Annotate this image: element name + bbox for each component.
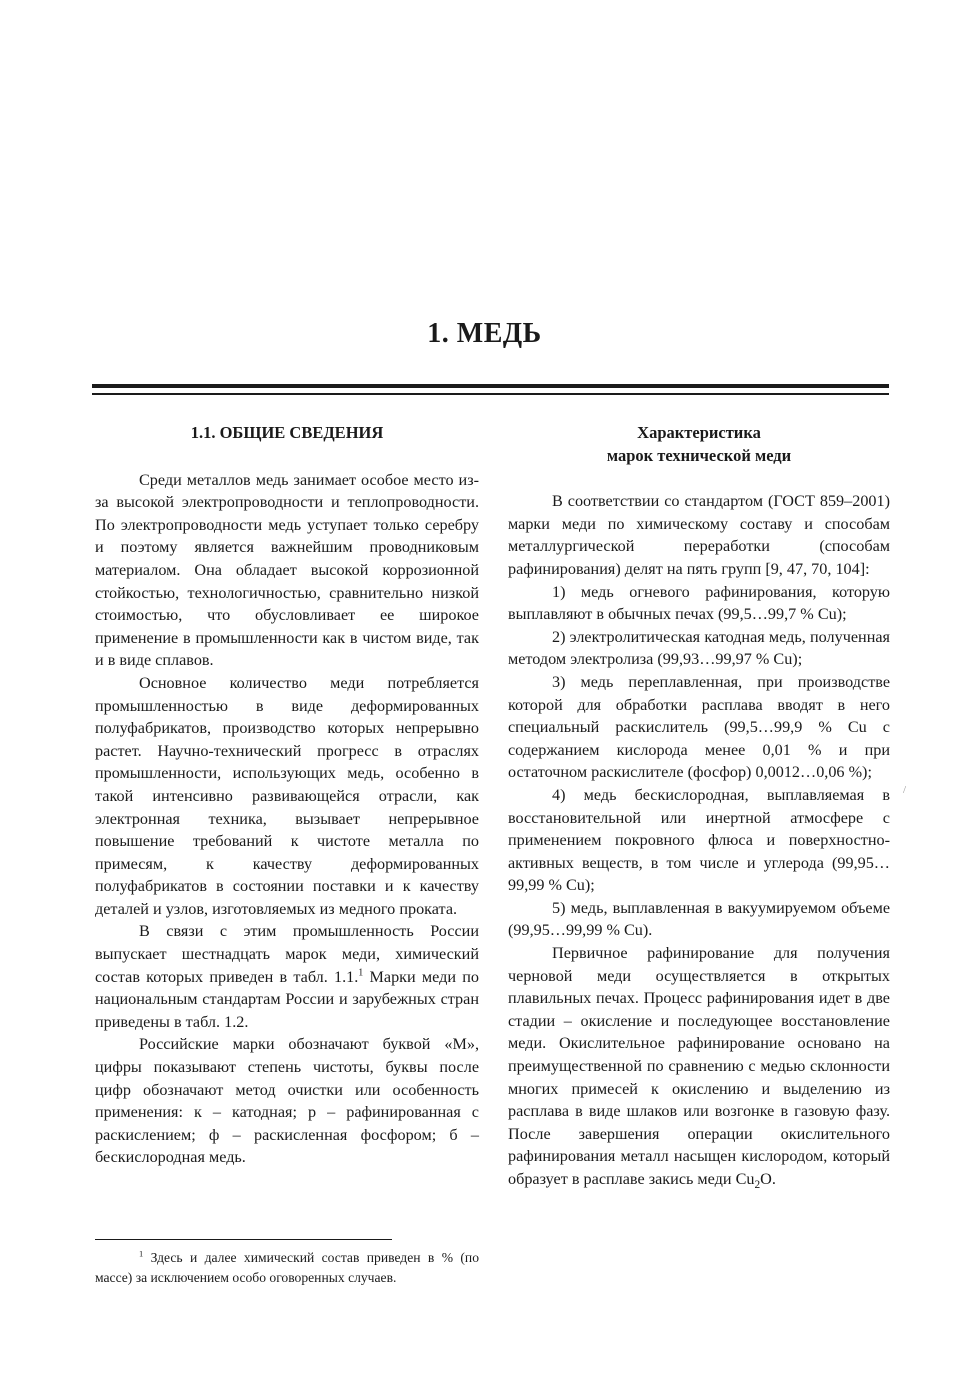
- paragraph-grades-text-after: Марки меди по национальным стандартам России и зарубежных стран приведены в табл. 1.2.: [95, 967, 479, 1031]
- list-item-remelted: 3) медь переплавленная, при производстве которой для обработки расплава вводят в него специальный раскислитель (99,5…99,9 % Cu с содержанием кислорода менее 0,01 % и при остаточном раскислителе (фосфор) 0,0012…0,06 %);: [508, 672, 890, 782]
- footnote-divider: [95, 1239, 392, 1240]
- paragraph-consumption: Основное количество меди потребляется промышленностью в виде деформированных полуфабрикатов, производство которых непрерывно растет. Научно-технический прогресс в отраслях промышленности, использующих медь, особенно в такой интенсивно развивающейся отрасли, как электронная техника, вызывает непрерывное повышение требований к чистоте металла по примесям, к качеству деформированных полуфабрикатов в состоянии поставки и к качеству деталей и узлов, изготовляемых из медного проката.: [95, 673, 479, 918]
- heading-line-2: марок технической меди: [606, 445, 792, 465]
- paragraph-refining: [508, 942, 890, 1191]
- left-column: [95, 420, 479, 1169]
- paragraph-intro: Среди металлов медь занимает особое место из-за высокой электропроводности и теплопроводности. По электропроводности медь уступает только серебру и поэтому является важнейшим проводниковым материалом. Она обладает высокой коррозионной стойкостью, технологичностью, сравнительно низкой стоимостью, что обусловливает ее широкое применение в промышленности как в чистом виде, так и в виде сплавов.: [95, 470, 479, 670]
- paragraph-grades-text: В связи с этим промышленность России выпускает шестнадцать марок меди, химический состав которых приведен в табл. 1.1.: [95, 922, 479, 986]
- chapter-title: 1. МЕДЬ: [427, 318, 542, 349]
- list-item-fire-refined: 1) медь огневого рафинирования, которую выплавляют в обычных печах (99,5…99,7 % Cu);: [508, 582, 890, 624]
- paragraph-gost: В соответствии со стандартом (ГОСТ 859–2001) марки меди по химическому составу и способам металлургической переработки (способам рафинирования) делят на пять групп [9, 47, 70, 104]:: [508, 492, 890, 578]
- paragraph-refining-text: Первичное рафинирование для получения черновой меди осуществляется в открытых плавильных печах. Процесс рафинирования идет в две стадии – окисление и последующее восстановление меди. Окислительное рафинирование основано на преимущественной по сравнению с медью склонности многих примесей к окислению и выделению из расплава в виде шлаков или возгонке в газовую фазу. После завершения операции окислительного рафинирования металл насыщен кислородом, который образует в расплаве закись меди Cu: [508, 944, 890, 1188]
- stray-mark: /: [903, 784, 907, 796]
- footnote-text: Здесь и далее химический состав приведен в % (по массе) за исключением особо оговоренных случаев.: [95, 1250, 479, 1285]
- chapter-rule-thin: [92, 393, 889, 395]
- list-item-cathode: 2) электролитическая катодная медь, полученная методом электролиза (99,93…99,97 % Cu);: [508, 627, 890, 669]
- paragraph-grades: [95, 920, 479, 1033]
- formula-suffix: O.: [760, 1170, 776, 1188]
- footnote-marker: 1: [139, 1248, 144, 1259]
- right-column: [508, 420, 890, 1191]
- footnote-reference: 1: [358, 967, 364, 979]
- list-item-vacuum: 5) медь, выплавленная в вакуумируемом объеме (99,95…99,99 % Cu).: [508, 898, 890, 940]
- chapter-rule-thick: [92, 384, 889, 388]
- list-item-oxygen-free: 4) медь бескислородная, выплавляемая в восстановительной или инертной атмосфере с применением покровного флюса и поверхностно-активных веществ, в том числе и углерода (99,95…99,99 % Cu);: [508, 785, 890, 895]
- formula-subscript: 2: [754, 1179, 761, 1192]
- section-heading-characteristics: [508, 420, 890, 467]
- footnote: [95, 1248, 479, 1288]
- heading-line-1: Характеристика: [637, 423, 761, 442]
- paragraph-russian-grades: Российские марки обозначают буквой «М», цифры показывают степень чистоты, буквы после цифр обозначают метод очистки или особенность применения: к – катодная; р – рафинированная с раскислением; ф – раскисленная фосфором; б – бескислородная медь.: [95, 1035, 479, 1167]
- section-heading-general: 1.1. ОБЩИЕ СВЕДЕНИЯ: [190, 423, 384, 442]
